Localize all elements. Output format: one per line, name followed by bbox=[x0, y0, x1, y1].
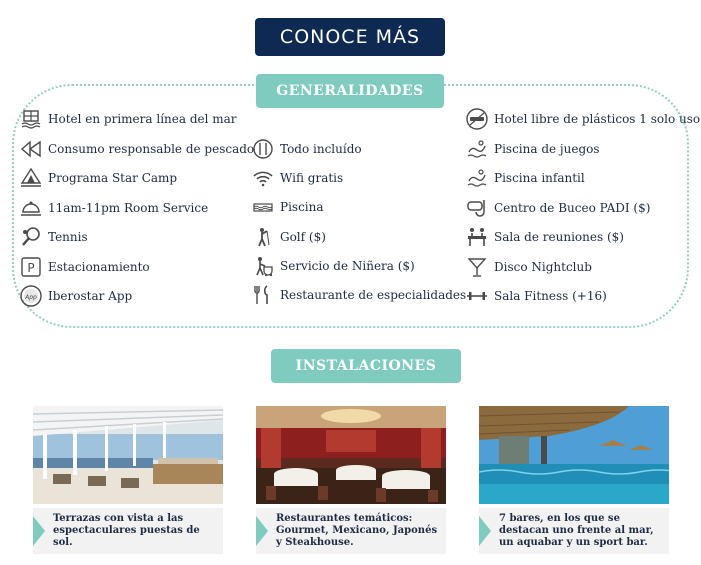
room-service-icon bbox=[20, 197, 42, 219]
amenity-babysitter: Servicio de Niñera ($) bbox=[252, 255, 415, 277]
caption-arrow bbox=[256, 516, 268, 546]
generalidades-heading: GENERALIDADES bbox=[256, 74, 444, 108]
restaurant-caption bbox=[256, 508, 446, 554]
amenity-fitness: Sala Fitness (+16) bbox=[466, 285, 607, 307]
caption-arrow bbox=[33, 516, 45, 546]
amenity-meeting-room: Sala de reuniones ($) bbox=[466, 226, 624, 248]
amenity-diving: Centro de Buceo PADI ($) bbox=[466, 197, 650, 219]
restaurant-icon bbox=[252, 284, 274, 306]
svg-text:App: App bbox=[25, 294, 37, 301]
amenity-kids-pool: Piscina infantil bbox=[466, 167, 585, 189]
app-icon bbox=[20, 285, 42, 307]
restaurant-photo bbox=[256, 406, 446, 504]
amenity-iberostar-app: App Iberostar App bbox=[20, 285, 132, 307]
amenity-beachfront: Hotel en primera línea del mar bbox=[20, 108, 237, 130]
terrace-caption bbox=[33, 508, 223, 554]
pool-bar-caption bbox=[479, 508, 669, 554]
terrace-photo bbox=[33, 406, 223, 504]
pool-bar-caption-text: 7 bares, en los que se destacan uno frente al mar, un aquabar y un sport bar. bbox=[499, 513, 654, 548]
babysitter-icon bbox=[252, 255, 274, 277]
diving-icon bbox=[466, 197, 488, 219]
star-camp-icon bbox=[20, 167, 42, 189]
pool-bar-photo bbox=[479, 406, 669, 504]
amenity-pool: Piscina bbox=[252, 196, 324, 218]
plastic-free-icon bbox=[466, 108, 488, 130]
play-pool-icon bbox=[466, 138, 488, 160]
amenity-restaurant: Restaurante de especialidades bbox=[252, 284, 466, 306]
amenity-nightclub: Disco Nightclub bbox=[466, 256, 592, 278]
all-inclusive-icon bbox=[252, 138, 274, 160]
amenity-fish: Consumo responsable de pescado bbox=[20, 138, 254, 160]
svg-text:P: P bbox=[27, 261, 35, 275]
kids-pool-icon bbox=[466, 167, 488, 189]
amenity-wifi: Wifi gratis bbox=[252, 167, 343, 189]
cocktail-icon bbox=[466, 256, 488, 278]
amenity-tennis: Tennis bbox=[20, 226, 88, 248]
caption-arrow bbox=[479, 516, 491, 546]
golf-icon bbox=[252, 226, 274, 248]
wifi-icon bbox=[252, 167, 274, 189]
amenity-room-service: 11am-11pm Room Service bbox=[20, 197, 208, 219]
terrace-caption-text: Terrazas con vista a las espectaculares puestas de sol. bbox=[53, 513, 200, 548]
amenity-play-pool: Piscina de juegos bbox=[466, 138, 600, 160]
amenity-all-inclusive: Todo incluído bbox=[252, 138, 362, 160]
beachfront-hotel-icon bbox=[20, 108, 42, 130]
amenity-plastic-free: Hotel libre de plásticos 1 solo uso bbox=[466, 108, 700, 130]
restaurant-caption-text: Restaurantes temáticos: Gourmet, Mexicano, Japonés y Steakhouse. bbox=[276, 513, 438, 548]
instalaciones-heading: INSTALACIONES bbox=[271, 349, 461, 383]
amenity-parking: P Estacionamiento bbox=[20, 256, 150, 278]
amenity-star-camp: Programa Star Camp bbox=[20, 167, 177, 189]
dumbbell-icon bbox=[466, 285, 488, 307]
pool-icon bbox=[252, 196, 274, 218]
amenity-golf: Golf ($) bbox=[252, 226, 326, 248]
meeting-room-icon bbox=[466, 226, 488, 248]
fish-icon bbox=[20, 138, 42, 160]
parking-icon bbox=[20, 256, 42, 278]
conoce-mas-button[interactable]: CONOCE MÁS bbox=[255, 18, 445, 56]
tennis-icon bbox=[20, 226, 42, 248]
